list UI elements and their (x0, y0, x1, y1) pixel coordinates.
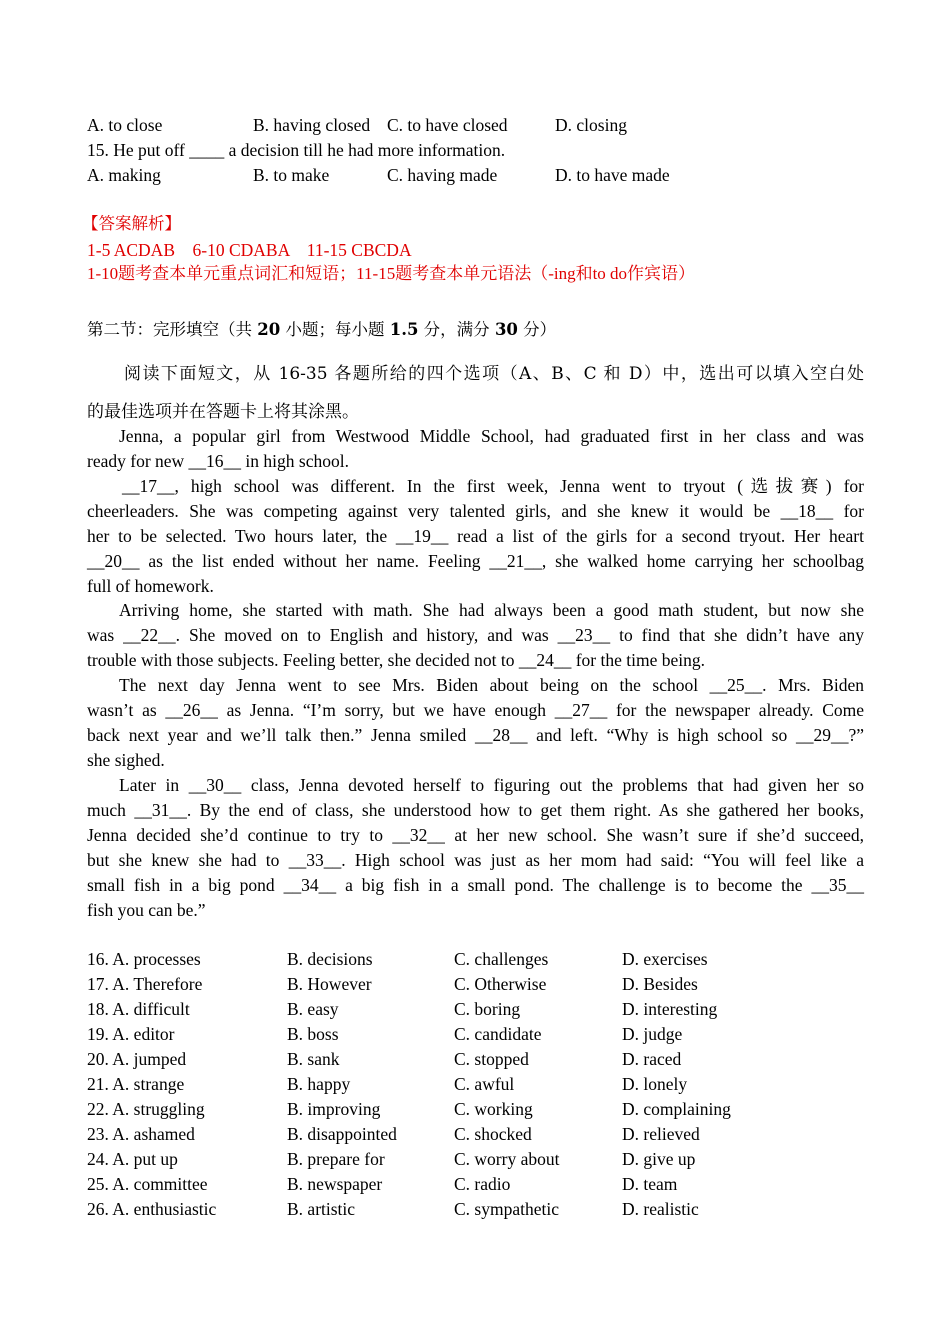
passage-line: Jenna decided she’d continue to try to __32__ at her new school. She wasn’t sure if she’d succeed, (87, 825, 864, 845)
passage-line: her to be selected. Two hours later, the __19__ read a list of the girls for a second tryout. Her heart (87, 526, 864, 546)
option-a: 20. A. jumped (87, 1049, 187, 1069)
option-c: C. candidate (454, 1024, 542, 1044)
q15-option-b: B. to make (253, 165, 330, 185)
option-d: D. judge (622, 1024, 683, 1044)
question-count: 20 (257, 320, 281, 339)
passage-line: she sighed. (87, 750, 165, 770)
total-points: 30 (494, 320, 518, 339)
option-c: C. shocked (454, 1124, 532, 1144)
passage-line: but she knew she had to __33__. High school was just as her mom had said: “You will feel like a (87, 850, 864, 870)
option-a: 23. A. ashamed (87, 1124, 195, 1144)
points-per-question: 1.5 (389, 320, 419, 339)
passage-paragraph-5 (87, 773, 864, 923)
option-d: D. raced (622, 1049, 682, 1069)
option-c: C. sympathetic (454, 1199, 559, 1219)
section2-instructions (87, 355, 864, 431)
passage-line: cheerleaders. She was competing against very talented girls, and she knew it would be __18__ for (87, 501, 864, 521)
option-b: B. However (287, 974, 372, 994)
section2-title-mid1: 小题；每小题 (280, 320, 390, 339)
q14-option-d: D. closing (555, 115, 627, 135)
passage-line: was __22__. She moved on to English and history, and was __23__ to find that she didn’t have any (87, 625, 864, 645)
instruction-line-1: 阅读下面短文，从 16-35 各题所给的四个选项（A、B、C 和 D）中，选出可以填入空白处 (124, 364, 864, 384)
option-c: C. challenges (454, 949, 549, 969)
q14-option-c: C. to have closed (387, 115, 508, 135)
option-c: C. Otherwise (454, 974, 547, 994)
option-c: C. awful (454, 1074, 515, 1094)
option-c: C. boring (454, 999, 521, 1019)
q15-option-c: C. having made (387, 165, 498, 185)
option-a: 18. A. difficult (87, 999, 190, 1019)
section2-title (87, 318, 556, 342)
passage-line: fish you can be.” (87, 900, 206, 920)
passage-line: back next year and we’ll talk then.” Jenna smiled __28__ and left. “Why is high school so __29__?” (87, 725, 864, 745)
option-d: D. exercises (622, 949, 708, 969)
option-c: C. working (454, 1099, 533, 1119)
option-b: B. easy (287, 999, 339, 1019)
section2-title-pre: 第二节：完形填空（共 (87, 320, 258, 339)
q15-option-d: D. to have made (555, 165, 670, 185)
answer-note: 1-10题考查本单元重点词汇和短语；11-15题考查本单元语法（-ing和to do作宾语） (87, 264, 696, 283)
option-b: B. artistic (287, 1199, 356, 1219)
option-a: 21. A. strange (87, 1074, 185, 1094)
option-d: D. interesting (622, 999, 718, 1019)
option-b: B. prepare for (287, 1149, 385, 1169)
option-c: C. worry about (454, 1149, 560, 1169)
passage-line: ready for new __16__ in high school. (87, 451, 349, 471)
passage-line: Later in __30__ class, Jenna devoted herself to figuring out the problems that had given her so (119, 775, 864, 795)
passage-paragraph-3 (87, 598, 864, 673)
option-d: D. realistic (622, 1199, 699, 1219)
passage-paragraph-1 (87, 424, 864, 474)
option-c: C. stopped (454, 1049, 529, 1069)
option-a: 25. A. committee (87, 1174, 208, 1194)
passage-line: __17__, high school was different. In the first week, Jenna went to tryout (选拔赛) for (122, 476, 864, 496)
option-b: B. newspaper (287, 1174, 383, 1194)
passage-line: Jenna, a popular girl from Westwood Middle School, had graduated first in her class and was (119, 426, 864, 446)
option-a: 26. A. enthusiastic (87, 1199, 217, 1219)
option-b: B. sank (287, 1049, 340, 1069)
option-a: 19. A. editor (87, 1024, 175, 1044)
option-d: D. Besides (622, 974, 698, 994)
passage-line: __20__ as the list ended without her name. Feeling __21__, she walked home carrying her schoolbag (87, 551, 864, 571)
q15-stem: 15. He put off ____ a decision till he had more information. (87, 140, 506, 160)
answer-keys: 1-5 ACDAB 6-10 CDABA 11-15 CBCDA (87, 240, 412, 260)
option-d: D. lonely (622, 1074, 688, 1094)
option-b: B. boss (287, 1024, 339, 1044)
section2-title-mid2: 分，满分 (418, 320, 495, 339)
answer-heading: 【答案解析】 (82, 214, 181, 233)
option-d: D. team (622, 1174, 678, 1194)
passage-line: trouble with those subjects. Feeling better, she decided not to __24__ for the time being. (87, 650, 705, 670)
q14-option-b: B. having closed (253, 115, 371, 135)
passage-line: The next day Jenna went to see Mrs. Biden about being on the school __25__. Mrs. Biden (119, 675, 864, 695)
option-a: 17. A. Therefore (87, 974, 203, 994)
option-a: 16. A. processes (87, 949, 201, 969)
option-b: B. happy (287, 1074, 351, 1094)
option-d: D. give up (622, 1149, 696, 1169)
q14-option-a: A. to close (87, 115, 163, 135)
option-b: B. disappointed (287, 1124, 397, 1144)
option-d: D. relieved (622, 1124, 700, 1144)
passage-line: much __31__. By the end of class, she understood how to get them right. As she gathered her books, (87, 800, 864, 820)
q15-option-a: A. making (87, 165, 161, 185)
passage-paragraph-4 (87, 673, 864, 773)
passage-line: small fish in a big pond __34__ a big fish in a small pond. The challenge is to become the __35__ (87, 875, 864, 895)
option-b: B. improving (287, 1099, 381, 1119)
instruction-line-2: 的最佳选项并在答题卡上将其涂黑。 (87, 402, 359, 422)
option-a: 22. A. struggling (87, 1099, 205, 1119)
option-a: 24. A. put up (87, 1149, 178, 1169)
option-c: C. radio (454, 1174, 511, 1194)
passage-paragraph-2 (87, 474, 864, 599)
passage-line: full of homework. (87, 576, 214, 596)
option-b: B. decisions (287, 949, 373, 969)
passage-line: Arriving home, she started with math. She had always been a good math student, but now she (119, 600, 864, 620)
passage-line: wasn’t as __26__ as Jenna. “I’m sorry, but we have enough __27__ for the newspaper already. Come (87, 700, 864, 720)
section2-title-post: 分） (517, 320, 557, 339)
option-d: D. complaining (622, 1099, 731, 1119)
options-table (0, 947, 950, 1222)
